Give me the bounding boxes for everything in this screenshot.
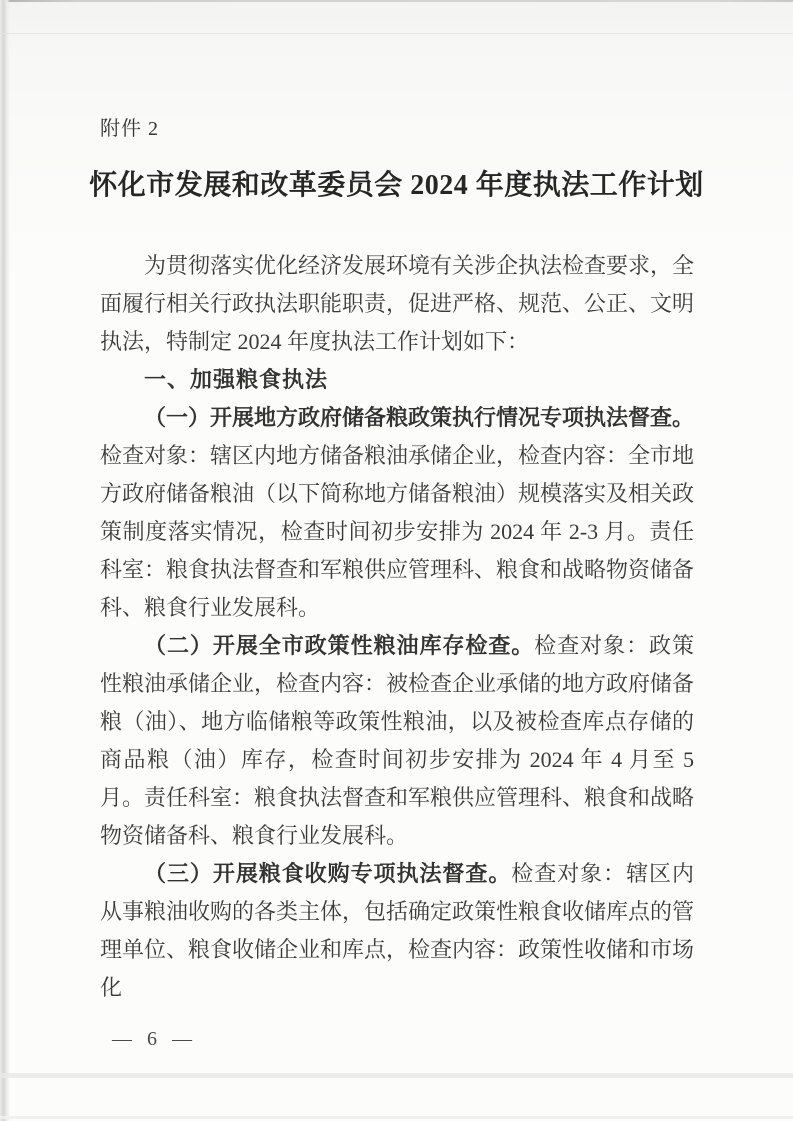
bold-text-run: 一、加强粮食执法 [144, 367, 329, 392]
paragraph [100, 247, 694, 361]
document-title: 怀化市发展和改革委员会 2024 年度执法工作计划 [89, 170, 704, 201]
bold-text-run: （二）开展全市政策性粮油库存检查。 [144, 633, 535, 658]
scan-edge-top [0, 0, 793, 2]
scan-artifact-line [0, 33, 793, 34]
attachment-label: 附件 2 [100, 118, 159, 140]
paragraph [100, 855, 694, 1007]
section-heading [100, 361, 694, 399]
text-run: 检查对象：政策性粮油承储企业，检查内容：被检查企业承储的地方政府储备粮（油）、地方临储粮等政策性粮油，以及被检查库点存储的商品粮（油）库存，检查时间初步安排为 2024 年 4 月至 5 月。责任科室：粮食执法督查和军粮供应管理科、粮食和战略物资储备科、粮食行业发展科。 [100, 633, 695, 848]
scan-artifact-band [0, 1073, 793, 1078]
scan-edge-left [0, 0, 10, 1121]
document-body [100, 247, 694, 1007]
scan-artifact-band-lower [0, 1116, 793, 1119]
page-number: — 6 — [112, 1028, 194, 1050]
paragraph [100, 627, 694, 855]
paragraph [100, 399, 694, 627]
text-run: 检查对象：辖区内从事粮油收购的各类主体，包括确定政策性粮食收储库点的管理单位、粮食收储企业和库点，检查内容：政策性收储和市场化 [100, 861, 695, 1000]
text-run: 检查对象：辖区内地方储备粮油承储企业，检查内容：全市地方政府储备粮油（以下简称地方储备粮油）规模落实及相关政策制度落实情况，检查时间初步安排为 2024 年 2-3 月。责任科室：粮食执法督查和军粮供应管理科、粮食和战略物资储备科、粮食行业发展科。 [100, 443, 695, 620]
text-run: 为贯彻落实优化经济发展环境有关涉企执法检查要求，全面履行相关行政执法职能职责，促进严格、规范、公正、文明执法，特制定 2024 年度执法工作计划如下： [100, 253, 695, 354]
bold-text-run: （三）开展粮食收购专项执法督查。 [144, 861, 512, 886]
bold-text-run: （一）开展地方政府储备粮政策执行情况专项执法督查。 [144, 405, 695, 430]
